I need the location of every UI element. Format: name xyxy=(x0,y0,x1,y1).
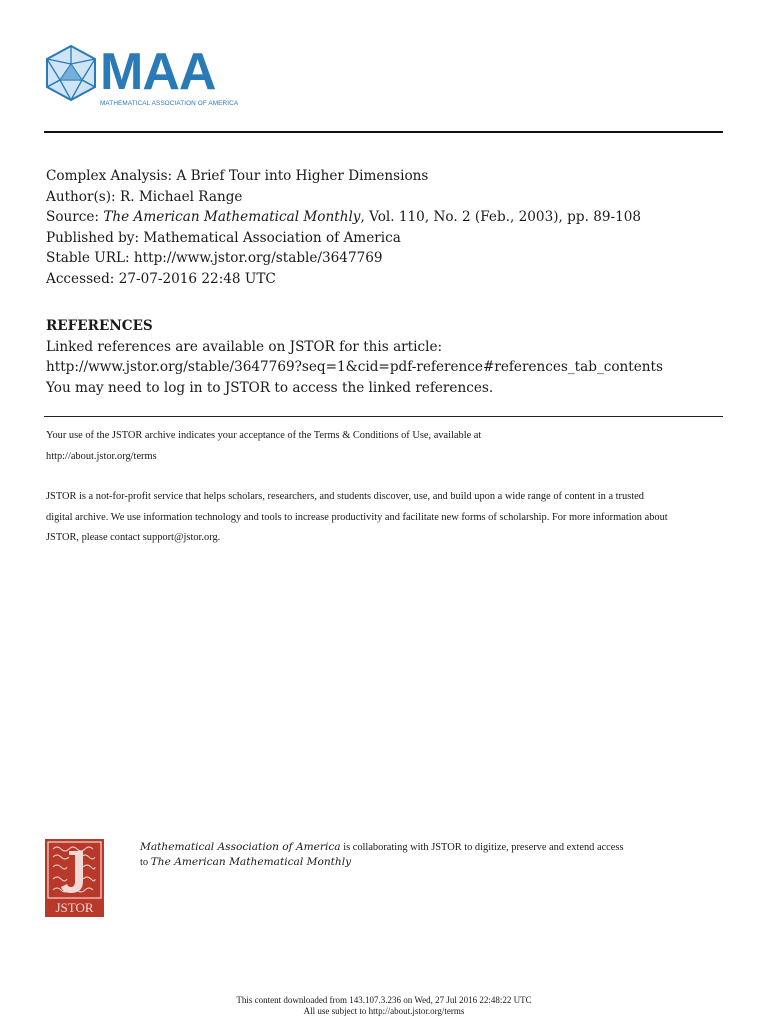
source-journal: The American Mathematical Monthly xyxy=(103,209,361,226)
collaboration-to: to xyxy=(140,857,151,868)
source-label: Source: xyxy=(46,209,99,226)
accessed-date: 27-07-2016 22:48 UTC xyxy=(118,270,276,287)
jstor-description-line-1: JSTOR is a not-for-profit service that helps scholars, researchers, and students discover, use, and build upon a wide range of content in a trusted xyxy=(46,491,644,502)
collaboration-line-1 xyxy=(140,840,740,855)
partner-name: Mathematical Association of America xyxy=(140,841,341,853)
terms-line-1: Your use of the JSTOR archive indicates your acceptance of the Terms & Conditions of Use, available at xyxy=(46,430,482,441)
collaboration-text: is collaborating with JSTOR to digitize, preserve and extend access xyxy=(340,842,624,853)
jstor-logo-icon xyxy=(45,839,104,917)
article-title: Complex Analysis: A Brief Tour into Higher Dimensions xyxy=(46,168,429,184)
middle-divider xyxy=(44,416,723,417)
author-label: Author(s): xyxy=(46,188,116,205)
maa-subtitle: MATHEMATICAL ASSOCIATION OF AMERICA xyxy=(100,100,239,107)
maa-wordmark: MAA xyxy=(100,43,216,101)
download-footer xyxy=(0,995,768,1016)
stable-url-link[interactable]: http://www.jstor.org/stable/3647769 xyxy=(133,250,383,267)
publisher-name: Mathematical Association of America xyxy=(143,229,401,246)
references-section xyxy=(46,316,736,398)
maa-logo xyxy=(44,42,239,112)
footer-line-1: This content downloaded from 143.107.3.236 on Wed, 27 Jul 2016 22:48:22 UTC xyxy=(236,995,532,1005)
terms-link[interactable]: http://about.jstor.org/terms xyxy=(46,450,157,462)
footer-line-2: All use subject to http://about.jstor.org/terms xyxy=(303,1005,465,1016)
citation-block xyxy=(46,166,726,290)
references-login-note: You may need to log in to JSTOR to access the linked references. xyxy=(46,379,494,396)
references-link[interactable]: http://www.jstor.org/stable/3647769?seq=1&cid=pdf-reference#references_tab_contents xyxy=(46,359,664,376)
publisher-line xyxy=(46,228,726,249)
jstor-description-line-2: digital archive. We use information technology and tools to increase productivity and facilitate new forms of scholarship. For more information about xyxy=(46,511,668,523)
icosahedron-icon xyxy=(44,44,98,102)
top-divider xyxy=(44,131,723,133)
jstor-logo-text: JSTOR xyxy=(55,900,94,915)
stable-url-label: Stable URL: xyxy=(46,250,130,267)
publisher-label: Published by: xyxy=(46,229,140,246)
stable-url-line xyxy=(46,248,726,269)
source-line xyxy=(46,207,726,228)
terms-section xyxy=(46,426,736,549)
author-name: R. Michael Range xyxy=(119,188,243,205)
author-line xyxy=(46,187,726,208)
source-details: , Vol. 110, No. 2 (Feb., 2003), pp. 89-108 xyxy=(360,209,642,226)
collaboration-journal: The American Mathematical Monthly xyxy=(150,856,352,868)
references-intro: Linked references are available on JSTOR for this article: xyxy=(46,338,443,355)
accessed-line xyxy=(46,269,726,290)
collaboration-line-2 xyxy=(140,855,740,870)
accessed-label: Accessed: xyxy=(46,270,115,287)
jstor-description-line-3: JSTOR, please contact support@jstor.org. xyxy=(46,532,221,543)
collaboration-note xyxy=(140,840,740,870)
references-heading: REFERENCES xyxy=(46,318,153,334)
